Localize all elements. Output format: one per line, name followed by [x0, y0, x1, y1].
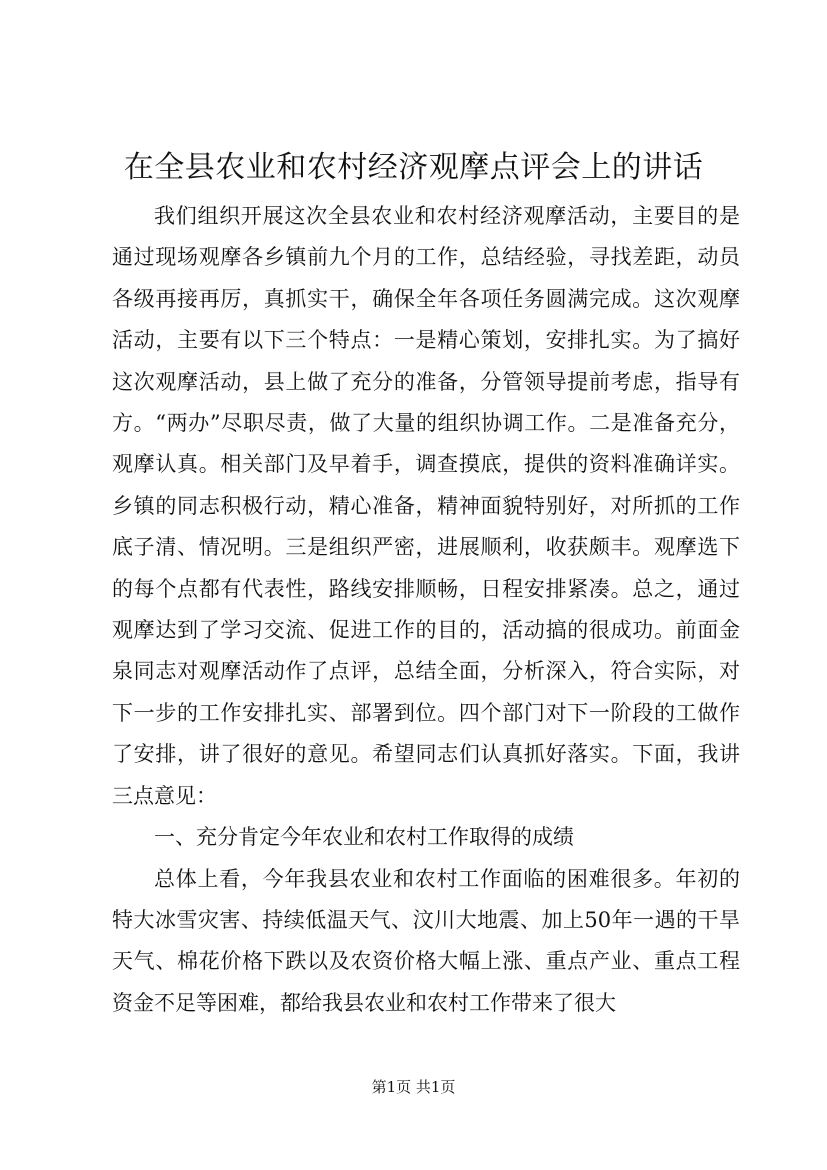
document-body [112, 196, 740, 1024]
section-heading: 一、充分肯定今年农业和农村工作取得的成绩 [154, 825, 574, 850]
page-footer: 第1页 共1页 [371, 1078, 456, 1096]
document-title: 在全县农业和农村经济观摩点评会上的讲话 [123, 150, 704, 185]
paragraph-intro: 我们组织开展这次全县农业和农村经济观摩活动，主要目的是通过现场观摩各乡镇前九个月的工作，总结经验，寻找差距，动员各级再接再厉，真抓实干，确保全年各项任务圆满完成。这次观摩活动，主要有以下三个特点：一是精心策划，安排扎实。为了搞好这次观摩活动，县上做了充分的准备，分管领导提前考虑，指导有方。“两办”尽职尽责，做了大量的组织协调工作。二是准备充分，观摩认真。相关部门及早着手，调查摸底，提供的资料准确详实。乡镇的同志积极行动，精心准备，精神面貌特别好，对所抓的工作底子清、情况明。三是组织严密，进展顺利，收获颇丰。观摩选下的每个点都有代表性，路线安排顺畅，日程安排紧凑。总之，通过观摩达到了学习交流、促进工作的目的，活动搞的很成功。前面金泉同志对观摩活动作了点评，总结全面，分析深入，符合实际，对下一步的工作安排扎实、部署到位。四个部门对下一阶段的工做作了安排，讲了很好的意见。希望同志们认真抓好落实。下面，我讲三点意见： [112, 204, 740, 808]
paragraph-overview: 总体上看，今年我县农业和农村工作面临的困难很多。年初的特大冰雪灾害、持续低温天气、汶川大地震、加上50年一遇的干旱天气、棉花价格下跌以及农资价格大幅上涨、重点产业、重点工程资金不足等困难，都给我县农业和农村工作带来了很大 [112, 866, 740, 1015]
